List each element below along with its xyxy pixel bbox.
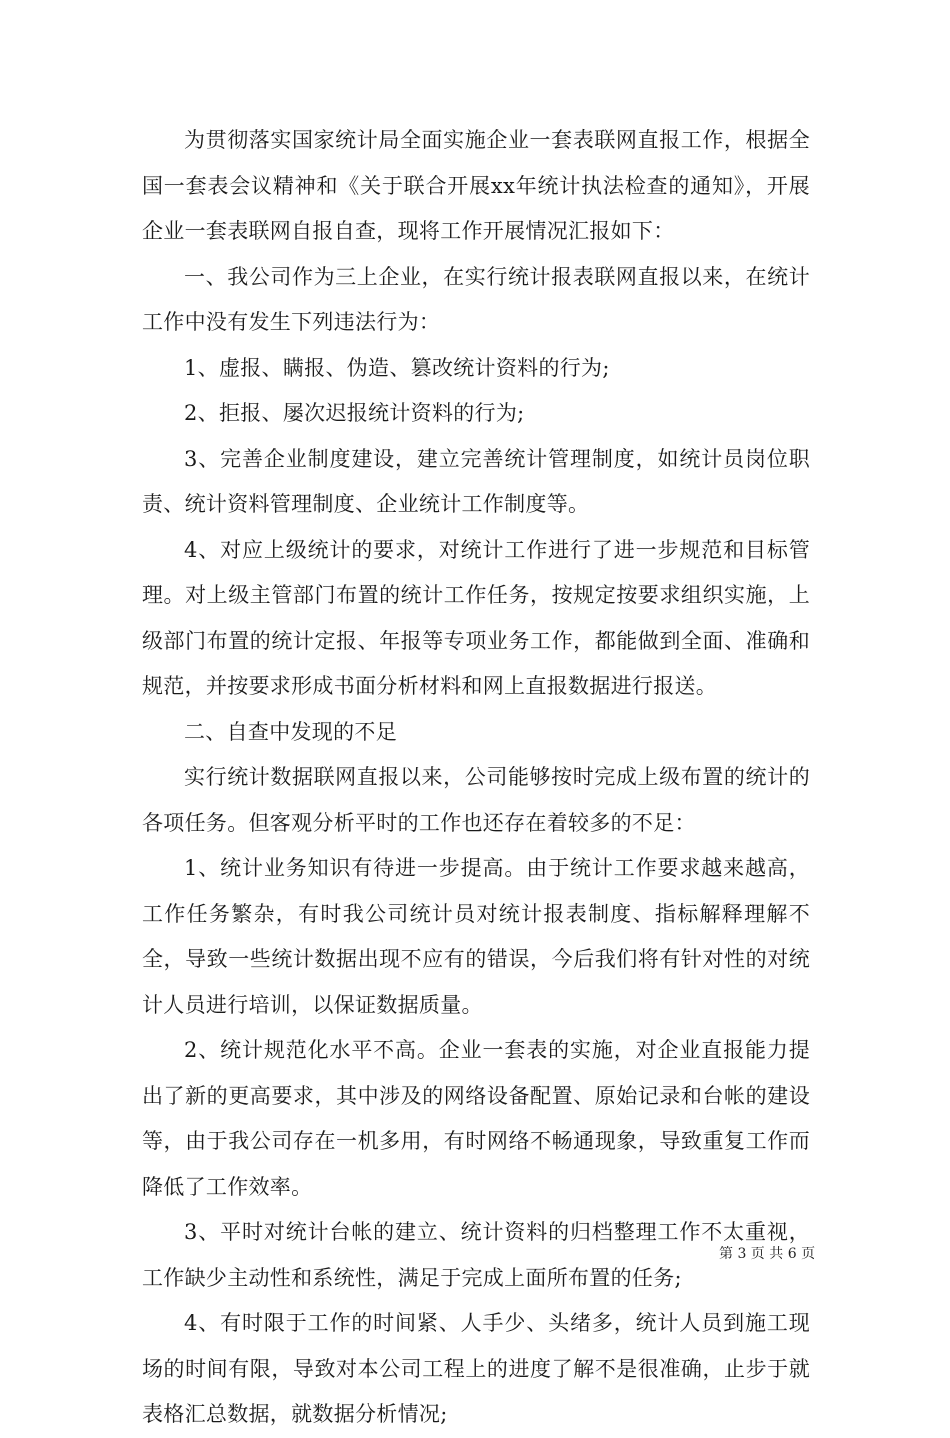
paragraph-item-2: 2、拒报、屡次迟报统计资料的行为; (184, 401, 525, 425)
document-body (142, 118, 810, 1438)
paragraph-item-1: 1、虚报、瞒报、伪造、篡改统计资料的行为; (184, 355, 610, 380)
paragraph-section-one-heading: 一、我公司作为三上企业，在实行统计报表联网直报以来，在统计工作中没有发生下列违法行为： (142, 264, 810, 334)
paragraph-section-two-heading: 二、自查中发现的不足 (184, 719, 397, 744)
paragraph-section-two-intro: 实行统计数据联网直报以来，公司能够按时完成上级布置的统计的各项任务。但客观分析平时的工作也还存在着较多的不足： (142, 765, 810, 835)
page-number: 第 3 页 共 6 页 (719, 1246, 816, 1262)
paragraph-shortcoming-1: 1、统计业务知识有待进一步提高。由于统计工作要求越来越高，工作任务繁杂，有时我公司统计员对统计报表制度、指标解释理解不全，导致一些统计数据出现不应有的错误，今后我们将有针对性的对统计人员进行培训，以保证数据质量。 (142, 856, 810, 1017)
paragraph-item-4: 4、对应上级统计的要求，对统计工作进行了进一步规范和目标管理。对上级主管部门布置的统计工作任务，按规定按要求组织实施，上级部门布置的统计定报、年报等专项业务工作，都能做到全面、准确和规范，并按要求形成书面分析材料和网上直报数据进行报送。 (142, 537, 810, 698)
paragraph-shortcoming-4: 4、有时限于工作的时间紧、人手少、头绪多，统计人员到施工现场的时间有限，导致对本公司工程上的进度了解不是很准确，止步于就表格汇总数据，就数据分析情况; (142, 1311, 810, 1426)
paragraph-intro: 为贯彻落实国家统计局全面实施企业一套表联网直报工作，根据全国一套表会议精神和《关于联合开展xx年统计执法检查的通知》，开展企业一套表联网自报自查，现将工作开展情况汇报如下： (142, 128, 810, 243)
paragraph-shortcoming-2: 2、统计规范化水平不高。企业一套表的实施，对企业直报能力提出了新的更高要求，其中涉及的网络设备配置、原始记录和台帐的建设等，由于我公司存在一机多用，有时网络不畅通现象，导致重复工作而降低了工作效率。 (142, 1038, 810, 1199)
paragraph-item-3: 3、完善企业制度建设，建立完善统计管理制度，如统计员岗位职责、统计资料管理制度、企业统计工作制度等。 (142, 446, 810, 516)
paragraph-shortcoming-3: 3、平时对统计台帐的建立、统计资料的归档整理工作不太重视，工作缺少主动性和系统性，满足于完成上面所布置的任务; (142, 1220, 810, 1290)
